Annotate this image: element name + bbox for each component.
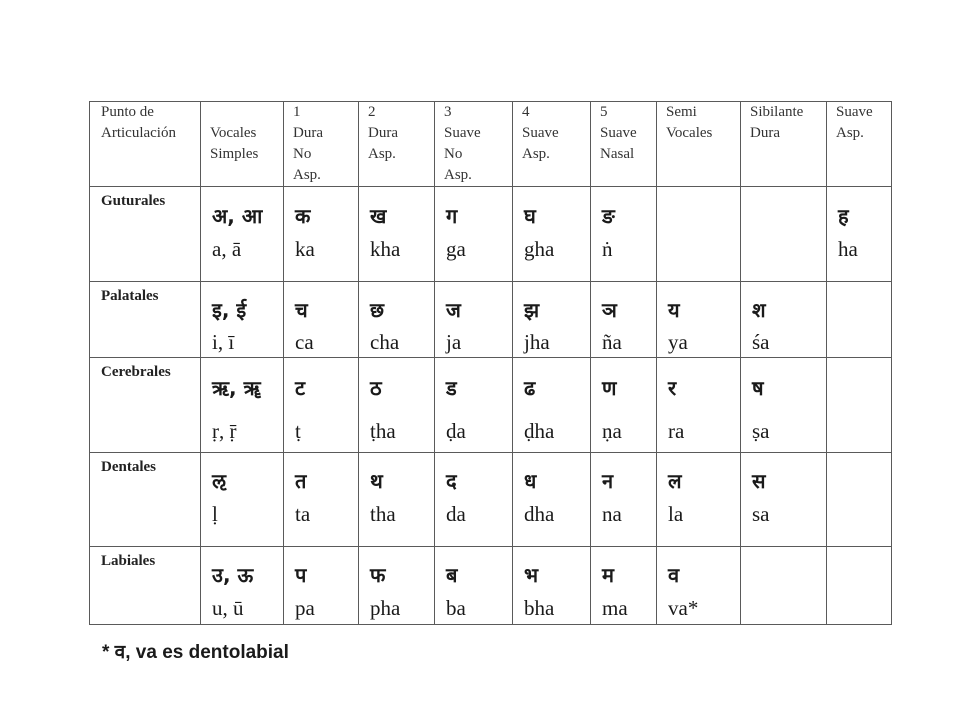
transliteration: gha xyxy=(524,237,555,261)
table-cell xyxy=(284,547,359,625)
devanagari-letter: ग xyxy=(446,204,458,228)
devanagari-letter: ण xyxy=(602,376,617,400)
devanagari-letter: इ, ई xyxy=(212,298,247,322)
transliteration: ja xyxy=(446,330,462,354)
devanagari-letter: ठ xyxy=(370,376,382,400)
table-cell xyxy=(359,282,435,358)
header-line: Vocales xyxy=(210,125,257,141)
transliteration: ba xyxy=(446,596,466,620)
devanagari-letter: ऌ xyxy=(212,469,226,493)
header-cell-1 xyxy=(284,102,359,187)
transliteration: ṭ xyxy=(295,419,301,443)
header-line: Asp. xyxy=(444,167,472,183)
table-cell xyxy=(741,282,827,358)
transliteration: sa xyxy=(752,502,770,526)
table-cell xyxy=(201,358,284,453)
header-line: Dura xyxy=(293,125,323,141)
transliteration: ha xyxy=(838,237,858,261)
devanagari-letter: त xyxy=(295,469,307,493)
transliteration: cha xyxy=(370,330,400,354)
header-cell-4 xyxy=(513,102,591,187)
table-cell xyxy=(284,187,359,282)
header-line: 1 xyxy=(293,104,301,120)
header-line: Semi xyxy=(666,104,697,120)
table-cell xyxy=(435,187,513,282)
table-cell xyxy=(591,358,657,453)
header-cell-punto xyxy=(90,102,201,187)
transliteration: ṣa xyxy=(752,419,770,443)
header-line: Vocales xyxy=(666,125,713,141)
table-cell xyxy=(741,358,827,453)
transliteration: ña xyxy=(602,330,622,354)
table-cell xyxy=(513,358,591,453)
row-label: Palatales xyxy=(90,282,201,358)
table-cell xyxy=(591,187,657,282)
devanagari-letter: क xyxy=(295,204,311,228)
header-cell-3 xyxy=(435,102,513,187)
devanagari-letter: घ xyxy=(524,204,536,228)
transliteration: da xyxy=(446,502,466,526)
transliteration: ca xyxy=(295,330,314,354)
table-cell xyxy=(201,547,284,625)
table-cell xyxy=(284,358,359,453)
row-label: Cerebrales xyxy=(90,358,201,453)
transliteration: ta xyxy=(295,502,311,526)
devanagari-letter: भ xyxy=(524,563,539,587)
header-line: Suave xyxy=(444,125,481,141)
header-line: No xyxy=(444,146,463,162)
table-cell xyxy=(657,453,741,547)
header-cell-semi xyxy=(657,102,741,187)
table-cell xyxy=(435,358,513,453)
transliteration: ṅ xyxy=(602,237,613,261)
table-cell xyxy=(435,547,513,625)
articulation-table xyxy=(89,101,892,625)
transliteration: ga xyxy=(446,237,466,261)
devanagari-letter: र xyxy=(668,376,677,400)
transliteration: na xyxy=(602,502,622,526)
table-cell xyxy=(201,282,284,358)
devanagari-letter: ड xyxy=(446,376,457,400)
header-line: Articulación xyxy=(101,125,176,141)
header-line: Suave xyxy=(836,104,873,120)
devanagari-letter: थ xyxy=(370,469,383,493)
transliteration: la xyxy=(668,502,684,526)
table-cell xyxy=(201,453,284,547)
row-label: Dentales xyxy=(90,453,201,547)
table-row xyxy=(90,453,892,547)
transliteration: ṇa xyxy=(602,419,622,443)
transliteration: u, ū xyxy=(212,596,244,620)
table-cell xyxy=(513,187,591,282)
table-cell xyxy=(284,282,359,358)
transliteration: ḍha xyxy=(524,419,555,443)
devanagari-letter: स xyxy=(752,469,766,493)
header-cell-5 xyxy=(591,102,657,187)
header-cell-2 xyxy=(359,102,435,187)
table-cell xyxy=(201,187,284,282)
devanagari-letter: ढ xyxy=(524,376,536,400)
header-line: Suave xyxy=(600,125,637,141)
transliteration: ya xyxy=(668,330,688,354)
header-line: Asp. xyxy=(836,125,864,141)
header-line: 4 xyxy=(522,104,530,120)
devanagari-letter: ब xyxy=(446,563,458,587)
devanagari-letter: ख xyxy=(370,204,387,228)
header-line: Nasal xyxy=(600,146,635,162)
footnote: * व, va es dentolabial xyxy=(102,642,289,663)
transliteration: va* xyxy=(668,596,699,620)
devanagari-letter: उ, ऊ xyxy=(212,563,254,587)
header-line: 5 xyxy=(600,104,608,120)
devanagari-letter: छ xyxy=(370,298,385,322)
table-cell xyxy=(827,547,892,625)
devanagari-letter: च xyxy=(295,298,308,322)
header-line: No xyxy=(293,146,312,162)
header-line: Simples xyxy=(210,146,259,162)
transliteration: ka xyxy=(295,237,315,261)
table-cell xyxy=(284,453,359,547)
header-line xyxy=(201,102,283,123)
devanagari-letter: न xyxy=(602,469,614,493)
transliteration: śa xyxy=(752,330,770,354)
devanagari-letter: श xyxy=(752,298,766,322)
devanagari-letter: ज xyxy=(446,298,461,322)
transliteration: kha xyxy=(370,237,401,261)
table-cell xyxy=(513,547,591,625)
table-cell xyxy=(657,282,741,358)
header-line: Dura xyxy=(750,125,780,141)
table-cell xyxy=(359,453,435,547)
transliteration: a, ā xyxy=(212,237,242,261)
table-cell xyxy=(741,187,827,282)
table-cell xyxy=(359,187,435,282)
table-cell xyxy=(591,453,657,547)
table-row xyxy=(90,358,892,453)
table-row xyxy=(90,282,892,358)
transliteration: ra xyxy=(668,419,685,443)
table-cell xyxy=(657,187,741,282)
header-line: Suave xyxy=(522,125,559,141)
header-line: Asp. xyxy=(368,146,396,162)
devanagari-letter: ल xyxy=(668,469,682,493)
transliteration: ṭha xyxy=(370,419,396,443)
table-cell xyxy=(741,547,827,625)
table-cell xyxy=(827,453,892,547)
table-cell xyxy=(435,453,513,547)
table-cell xyxy=(513,453,591,547)
table-row xyxy=(90,187,892,282)
transliteration: ṛ, ṝ xyxy=(212,419,237,443)
devanagari-letter: ऋ, ॠ xyxy=(212,376,261,400)
table-cell xyxy=(827,187,892,282)
devanagari-letter: ङ xyxy=(602,204,615,228)
table-cell xyxy=(741,453,827,547)
header-line: Asp. xyxy=(522,146,550,162)
transliteration: bha xyxy=(524,596,555,620)
transliteration: pha xyxy=(370,596,401,620)
header-line: Punto de xyxy=(101,104,154,120)
table-cell xyxy=(359,358,435,453)
transliteration: ḷ xyxy=(212,502,218,526)
devanagari-letter: य xyxy=(668,298,680,322)
transliteration: jha xyxy=(524,330,550,354)
table-cell xyxy=(359,547,435,625)
devanagari-letter: ट xyxy=(295,376,306,400)
devanagari-letter: ष xyxy=(752,376,764,400)
transliteration: dha xyxy=(524,502,555,526)
table-cell xyxy=(827,358,892,453)
transliteration: ma xyxy=(602,596,628,620)
devanagari-letter: ञ xyxy=(602,298,617,322)
table-row xyxy=(90,547,892,625)
transliteration: ḍa xyxy=(446,419,466,443)
devanagari-letter: व xyxy=(668,563,680,587)
header-row xyxy=(90,102,892,187)
transliteration: i, ī xyxy=(212,330,235,354)
transliteration: tha xyxy=(370,502,396,526)
devanagari-letter: अ, आ xyxy=(212,204,263,228)
header-line: 2 xyxy=(368,104,376,120)
devanagari-letter: म xyxy=(602,563,614,587)
devanagari-letter: ह xyxy=(838,204,849,228)
transliteration: pa xyxy=(295,596,315,620)
header-line: 3 xyxy=(444,104,452,120)
table-cell xyxy=(513,282,591,358)
table-cell xyxy=(591,282,657,358)
table-cell xyxy=(435,282,513,358)
table-cell xyxy=(657,358,741,453)
devanagari-letter: ध xyxy=(524,469,537,493)
header-cell-suave-asp xyxy=(827,102,892,187)
row-label: Guturales xyxy=(90,187,201,282)
header-line: Asp. xyxy=(293,167,321,183)
table-cell xyxy=(657,547,741,625)
header-cell-sibilante xyxy=(741,102,827,187)
header-line: Sibilante xyxy=(750,104,804,120)
row-label: Labiales xyxy=(90,547,201,625)
devanagari-letter: प xyxy=(295,563,307,587)
devanagari-letter: फ xyxy=(370,563,386,587)
table-cell xyxy=(591,547,657,625)
table-cell xyxy=(827,282,892,358)
devanagari-letter: झ xyxy=(524,298,540,322)
header-cell-vocales xyxy=(201,102,284,187)
devanagari-letter: द xyxy=(446,469,457,493)
header-line: Dura xyxy=(368,125,398,141)
